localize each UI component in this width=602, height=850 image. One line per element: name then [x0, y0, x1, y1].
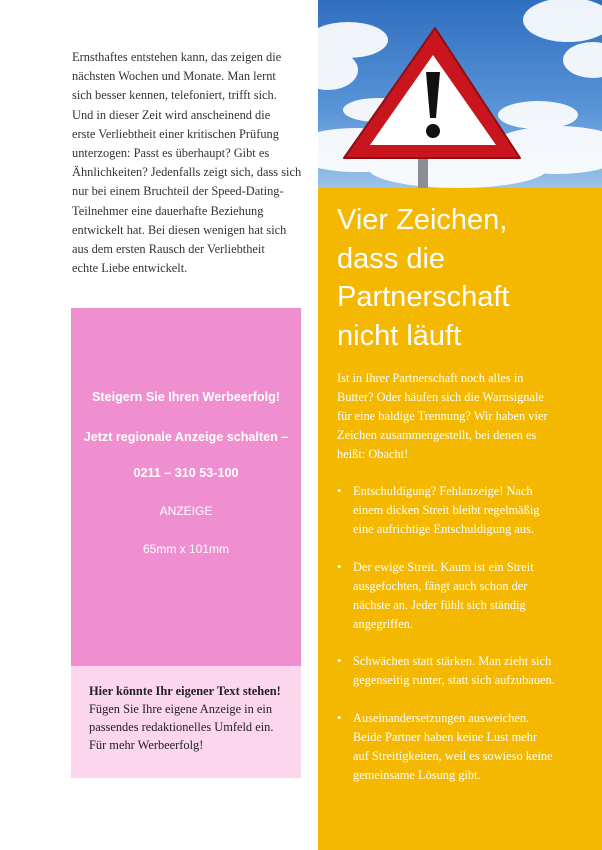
bullet-marker: • [337, 711, 342, 725]
bullet-marker: • [337, 560, 342, 574]
list-item-text: Auseinandersetzungen ausweichen. Beide Partner haben keine Lust mehr auf Streitigkeiten, weil es sowieso keine gemeinsame Lösung gibt. [353, 711, 553, 782]
ad-placeholder-box[interactable] [71, 308, 301, 666]
bullet-marker: • [337, 484, 342, 498]
ad-phone-number[interactable]: 0211 – 310 53-100 [133, 466, 239, 480]
ad-headline: Steigern Sie Ihren Werbeerfolg! [91, 390, 280, 404]
list-item-text: Schwächen statt stärken. Man zieht sich gegenseitig runter, statt sich aufzubauen. [353, 654, 555, 687]
sidebar-title: Vier Zeichen, dass die Partnerschaft nicht läuft [337, 204, 510, 352]
sidebar-intro: Ist in Ihrer Partnerschaft noch alles in Butter? Oder häufen sich die Warnsignale für eine baldige Trennung? Wir haben vier Zeichen zusammengestellt, bei denen es heißt: Obacht! [337, 371, 548, 461]
list-item-text: Entschuldigung? Fehlanzeige! Nach einem dicken Streit bleibt regelmäßig eine aufrichtige Entschuldigung aus. [353, 484, 540, 536]
list-item-text: Der ewige Streit. Kaum ist ein Streit ausgefochten, fängt auch schon der nächste an. Jeder fühlt sich ständig angegriffen. [353, 560, 534, 631]
ad-label: ANZEIGE [159, 504, 213, 518]
warning-sign-icon [318, 0, 602, 188]
article-body-text: Ernsthaftes entstehen kann, das zeigen die nächsten Wochen und Monate. Man lernt sich besser kennen, telefoniert, trifft sich. Und in dieser Zeit wird anscheinend die erste Verliebtheit einer kritischen Prüfung unterzogen: Passt es überhaupt? Gibt es Ähnlichkeiten? Jedenfalls zeigt sich, dass sich nur bei einem Bruchteil der Speed-Dating- Teilnehmer eine dauerhafte Beziehung entwickelt hat. Bei diesen wenigen hat sich aus dem ersten Rausch der Verliebtheit echte Liebe entwickelt. [72, 50, 302, 276]
promo-note-title: Hier könnte Ihr eigener Text stehen! [89, 684, 281, 698]
promo-note-body: Fügen Sie Ihre eigene Anzeige in ein passendes redaktionelles Umfeld ein. Für mehr Werbeerfolg! [89, 702, 274, 752]
ad-call-to-action: Jetzt regionale Anzeige schalten – [83, 430, 289, 444]
sidebar-yellow [318, 188, 602, 850]
bullet-marker: • [337, 654, 342, 668]
ad-size-info: 65mm x 101mm [142, 542, 230, 556]
warning-sign-photo [318, 0, 602, 188]
promo-note-box [71, 666, 301, 778]
